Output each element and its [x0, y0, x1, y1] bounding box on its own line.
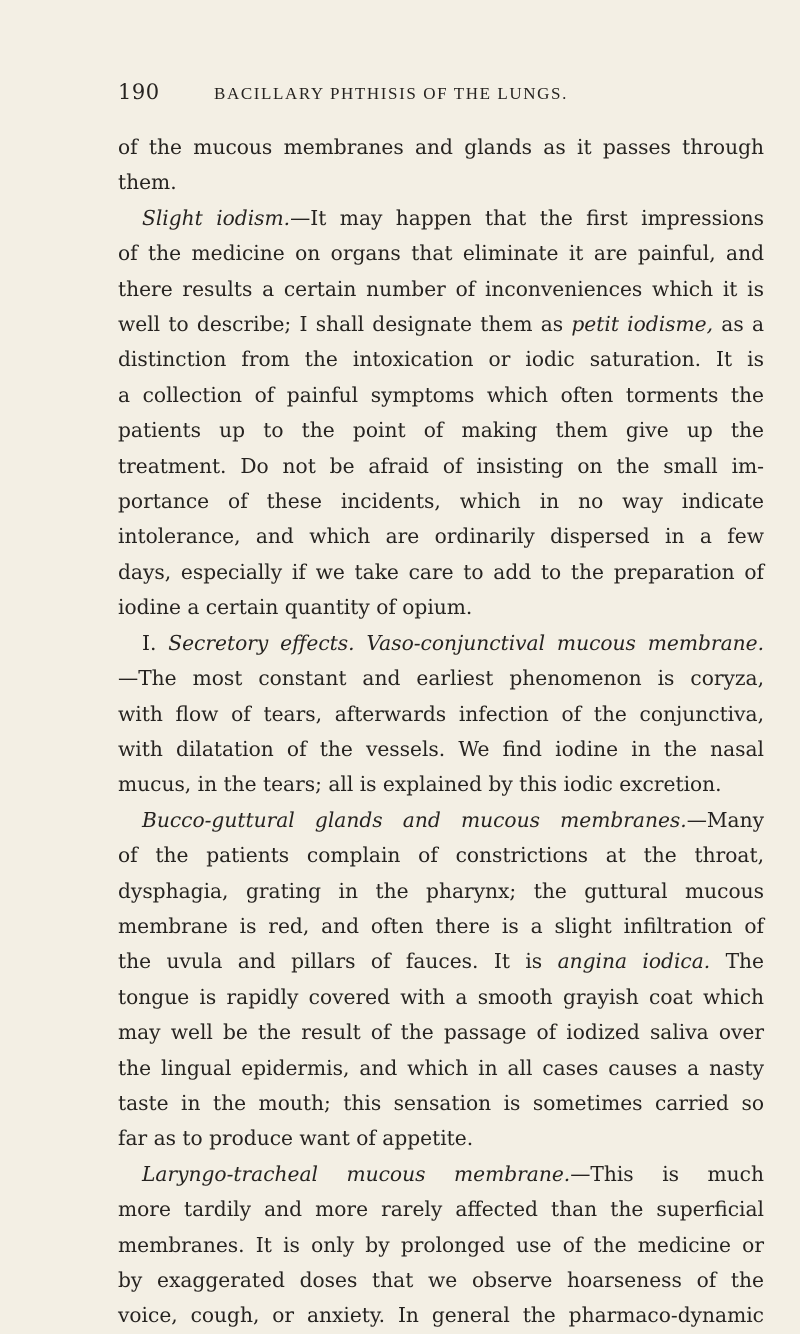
text-run: treatment. Do not be afraid of insisting on the small im- — [118, 453, 764, 478]
text-line — [118, 909, 764, 944]
text-line — [118, 1192, 764, 1227]
italic-text: angina iodica. — [557, 949, 711, 974]
text-line — [118, 980, 764, 1015]
text-line — [118, 874, 764, 909]
text-line — [118, 1298, 764, 1333]
text-run: voice, cough, or anxiety. In general the pharmaco-dynamic — [118, 1303, 764, 1328]
italic-text: Bucco-guttural glands and mucous membranes. — [142, 807, 687, 832]
text-line — [118, 555, 764, 590]
text-line — [118, 590, 764, 625]
text-run: portance of these incidents, which in no way indicate — [118, 489, 764, 514]
text-run: the uvula and pillars of fauces. It is — [118, 949, 558, 974]
text-run: —This is much — [570, 1161, 764, 1186]
text-run: with dilatation of the vessels. We find iodine in the nasal — [118, 736, 764, 761]
text-run: iodine a certain quantity of opium. — [118, 595, 473, 620]
text-run: membrane is red, and often there is a slight infiltration of — [118, 913, 764, 938]
text-line — [118, 130, 764, 165]
text-line — [118, 1228, 764, 1263]
text-line — [118, 201, 764, 236]
text-run: as a — [713, 312, 764, 337]
text-run: of the mucous membranes and glands as it passes through — [118, 135, 764, 159]
text-run: I. — [142, 630, 169, 655]
text-line — [118, 1157, 764, 1192]
text-line — [118, 519, 764, 554]
text-run: The — [710, 949, 764, 974]
text-run — [355, 631, 367, 655]
text-line — [118, 449, 764, 484]
text-run: —Many — [686, 807, 764, 832]
text-run: membranes. It is only by prolonged use of the medicine or — [118, 1232, 764, 1257]
text-run: distinction from the intoxication or iodic saturation. It is — [118, 347, 764, 372]
text-line — [118, 413, 764, 448]
text-run: may well be the result of the passage of iodized saliva over — [118, 1020, 764, 1045]
text-run: more tardily and more rarely affected than the superficial — [118, 1197, 764, 1222]
text-run: a collection of painful symptoms which often torments the — [118, 382, 764, 407]
text-line — [118, 484, 764, 519]
text-line — [118, 272, 764, 307]
text-run: tongue is rapidly covered with a smooth grayish coat which — [118, 984, 764, 1009]
text-line — [118, 697, 764, 732]
text-line — [118, 838, 764, 873]
text-run: —The most constant and earliest phenomenon is coryza, — [118, 666, 764, 691]
text-run: far as to produce want of appetite. — [118, 1126, 474, 1151]
text-run: of the patients complain of constrictions at the throat, — [118, 843, 764, 868]
text-line — [118, 307, 764, 342]
text-run: patients up to the point of making them give up the — [118, 418, 764, 443]
text-line — [118, 767, 764, 802]
text-line — [118, 1263, 764, 1298]
text-run: there results a certain number of inconveniences which it is — [118, 276, 764, 301]
text-line — [118, 661, 764, 696]
text-line — [118, 165, 764, 200]
text-run: mucus, in the tears; all is explained by this iodic excretion. — [118, 772, 722, 797]
page-number: 190 — [118, 80, 160, 104]
text-run: —It may happen that the first impressions — [290, 205, 764, 230]
text-line — [118, 342, 764, 377]
text-line — [118, 1086, 764, 1121]
page-header — [118, 80, 764, 114]
text-run: well to describe; I shall designate them as — [118, 312, 572, 337]
running-title: BACILLARY PHTHISIS OF THE LUNGS. — [214, 84, 568, 103]
text-run: dysphagia, grating in the pharynx; the guttural mucous — [118, 878, 764, 903]
italic-text: petit iodisme, — [571, 312, 714, 337]
text-line — [118, 803, 764, 838]
text-run: intolerance, and which are ordinarily dispersed in a few — [118, 524, 764, 549]
text-run: them. — [118, 170, 177, 195]
body-text — [118, 130, 764, 1334]
text-line — [118, 626, 764, 661]
text-line — [118, 236, 764, 271]
text-line — [118, 732, 764, 767]
text-line — [118, 1051, 764, 1086]
text-run: of the medicine on organs that eliminate it are painful, and — [118, 241, 764, 266]
text-run: days, especially if we take care to add to the preparation of — [118, 559, 764, 584]
italic-text: Laryngo-tracheal mucous membrane. — [142, 1161, 571, 1186]
text-run: with flow of tears, afterwards infection of the conjunctiva, — [118, 701, 764, 726]
text-run: by exaggerated doses that we observe hoarseness of the — [118, 1268, 764, 1292]
italic-text: Secretory effects. — [168, 630, 355, 655]
text-line — [118, 1121, 764, 1156]
text-line — [118, 378, 764, 413]
text-run: taste in the mouth; this sensation is sometimes carried so — [118, 1090, 764, 1115]
text-line — [118, 944, 764, 979]
text-line — [118, 1015, 764, 1050]
italic-text: Vaso-conjunctival mucous membrane. — [366, 630, 764, 655]
italic-text: Slight iodism. — [142, 205, 291, 230]
text-run: the lingual epidermis, and which in all cases causes a nasty — [118, 1055, 764, 1080]
